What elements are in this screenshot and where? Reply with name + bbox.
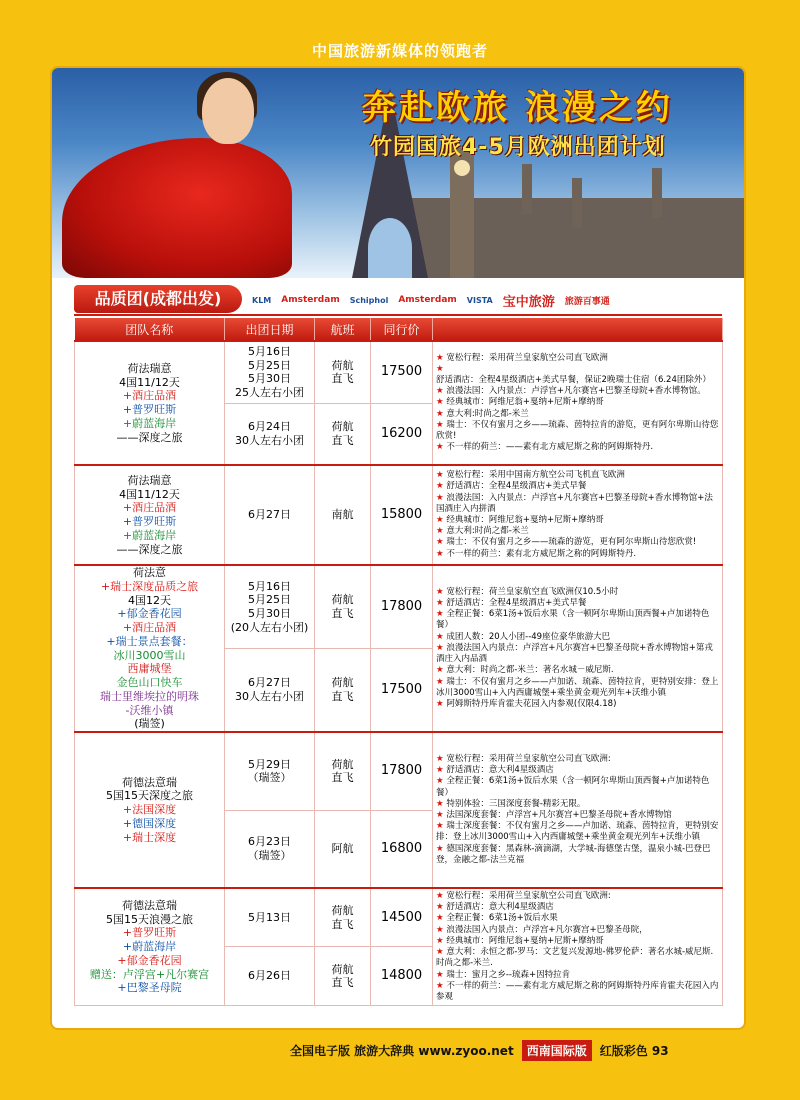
itinerary-cell — [433, 565, 723, 732]
tour-name-cell — [75, 341, 225, 465]
tour-name-line: 4国11/12天 — [119, 375, 180, 389]
itinerary-line — [436, 409, 719, 420]
tagline: 中国旅游新媒体的领跑者 — [311, 42, 488, 60]
logo-schiphol: Schiphol — [349, 295, 389, 305]
section-title: 品质团(成都出发) — [74, 285, 242, 313]
tour-name-line: +瑞士景点套餐： — [106, 634, 193, 648]
footer-badge: 西南国际版 — [522, 1040, 592, 1061]
itinerary-line — [436, 947, 719, 969]
itinerary-line — [436, 699, 719, 710]
itinerary-text: 不一样的荷兰：——素有北方威尼斯之称的阿姆斯特丹库肯霍夫花园入内参观 — [436, 980, 719, 1002]
itinerary-text: 经典城市：阿维尼翁+戛纳+尼斯+摩纳哥 — [446, 515, 604, 525]
itinerary-text: 阿姆斯特丹库肯霍夫花园入内参观(仅限4.18) — [446, 698, 617, 709]
star-icon: ★ — [436, 363, 444, 374]
itinerary-text: 全程正餐：6菜1汤+饭后水果（含一顿阿尔卑斯山顶西餐+卢加诺特色餐） — [436, 609, 710, 631]
woman-head-image — [202, 78, 254, 144]
flight-cell: 荷航 直飞 — [315, 947, 371, 1006]
logo-amsterdam-2: Amsterdam — [398, 295, 457, 305]
itinerary-line — [436, 810, 719, 821]
itinerary-text: 意大利:时尚之都-米兰 — [446, 526, 529, 537]
itinerary-text: 意大利:时尚之都-米兰 — [446, 408, 529, 419]
date-cell: 6月26日 — [225, 947, 315, 1006]
star-icon: ★ — [436, 631, 447, 642]
itinerary-line — [436, 587, 719, 598]
star-icon: ★ — [436, 698, 447, 709]
star-icon: ★ — [436, 776, 447, 787]
star-icon: ★ — [436, 586, 447, 597]
price-cell: 16800 — [371, 810, 433, 888]
spire-image — [572, 178, 582, 228]
header-desc — [433, 318, 723, 341]
itinerary-line — [436, 397, 719, 408]
flight-cell: 阿航 — [315, 810, 371, 888]
itinerary-line — [436, 632, 719, 643]
star-icon: ★ — [436, 470, 447, 481]
itinerary-text: 舒适酒店：全程4星级酒店+美式早餐 — [446, 481, 587, 492]
tour-name-line: ——深度之旅 — [116, 430, 183, 444]
itinerary-text: 瑞士：不仅有蜜月之乡——琉森、茵特拉肯的游览，更有阿尔卑斯山待您欣赏! — [436, 419, 719, 442]
footer-right: 红版彩色 93 — [599, 1043, 669, 1058]
itinerary-text: 浪漫法国入内景点：卢浮宫+凡尔赛宫+巴黎圣母院， — [446, 924, 648, 935]
star-icon: ★ — [436, 935, 447, 946]
tour-name-line: 5国15天深度之旅 — [106, 789, 193, 803]
itinerary-line — [436, 891, 719, 902]
clock-face-image — [454, 160, 470, 176]
itinerary-line — [436, 665, 719, 676]
star-icon: ★ — [436, 352, 447, 363]
tour-name-line: +瑞士深度品质之旅 — [100, 579, 199, 593]
star-icon: ★ — [436, 492, 447, 503]
price-cell: 15800 — [371, 465, 433, 565]
itinerary-line — [436, 925, 719, 936]
itinerary-text: 瑞士：不仅有蜜月之乡——琉森的游览，更有阿尔卑斯山待您欣赏! — [446, 537, 697, 548]
tour-name-line: 4国11/12天 — [119, 487, 180, 501]
header-date: 出团日期 — [225, 318, 315, 341]
itinerary-line — [436, 844, 719, 866]
star-icon: ★ — [436, 924, 447, 935]
flight-cell: 荷航 直飞 — [315, 341, 371, 403]
table-row — [75, 888, 723, 947]
itinerary-text: 浪漫法国：入内景点：卢浮宫+凡尔赛宫+巴黎圣母院+香水博物馆+法国酒庄入内拼酒 — [436, 492, 713, 514]
star-icon: ★ — [436, 515, 447, 525]
itinerary-text: 全程正餐：6菜1汤+饭后水果 — [446, 913, 558, 924]
star-icon: ★ — [436, 980, 447, 991]
itinerary-text: 意大利：时尚之都-米兰：著名水城－威尼斯. — [446, 665, 614, 676]
itinerary-line — [436, 493, 719, 515]
itinerary-line — [436, 902, 719, 913]
tour-name-line: +酒庄品酒 — [122, 501, 177, 515]
date-cell: 6月27日 — [225, 465, 315, 565]
star-icon: ★ — [436, 408, 447, 419]
tour-name-line: +蔚蓝海岸 — [122, 416, 177, 430]
itinerary-line — [436, 970, 719, 981]
tour-name-line: +普罗旺斯 — [122, 403, 177, 416]
footer-left: 全国电子版 旅游大辞典 www.zyoo.net — [290, 1043, 514, 1058]
itinerary-line — [436, 353, 719, 364]
tour-name-line: +蔚蓝海岸 — [122, 528, 177, 542]
star-icon: ★ — [436, 537, 447, 548]
tour-name-line: -沃维小镇 — [125, 703, 174, 717]
date-cell: 5月16日 5月25日 5月30日 (20人左右小团) — [225, 565, 315, 649]
woman-dress-image — [62, 138, 292, 278]
tour-name-line: ——深度之旅 — [116, 542, 183, 556]
tour-name-cell — [75, 888, 225, 1006]
itinerary-line — [436, 481, 719, 492]
flight-cell: 荷航 直飞 — [315, 649, 371, 733]
banner-title: 奔赴欧旅 浪漫之约 — [362, 88, 673, 128]
itinerary-text: 瑞士深度套餐：不仅有蜜月之乡——卢加诺、琉森、茵特拉肯，更特别安排：登上冰川3000雪山+入内西庸城堡+乘坐黄金观光列车+沃维小镇 — [436, 821, 719, 843]
itinerary-cell — [433, 888, 723, 1006]
tour-name-line: 荷德法意瑞 — [122, 898, 177, 912]
itinerary-line — [436, 936, 719, 947]
itinerary-line — [436, 386, 719, 397]
tour-name-line: +蔚蓝海岸 — [122, 940, 177, 954]
itinerary-line — [436, 643, 719, 665]
table-row — [75, 341, 723, 403]
star-icon: ★ — [436, 397, 447, 408]
star-icon: ★ — [436, 821, 447, 832]
poster-frame — [52, 68, 744, 1028]
itinerary-text: 德国深度套餐：黑森林-滴滴湖，大学城-海德堡古堡，温泉小城-巴登巴登，金融之都-法兰克福 — [436, 843, 711, 865]
star-icon: ★ — [436, 947, 447, 958]
star-icon: ★ — [436, 676, 447, 687]
itinerary-text: 舒适酒店：全程4星级酒店+美式早餐，保证2晚瑞士住宿（6.24团除外） — [436, 374, 711, 385]
itinerary-text: 舒适酒店：全程4星级酒店+美式早餐 — [446, 598, 587, 609]
itinerary-cell — [433, 465, 723, 565]
flight-cell: 荷航 直飞 — [315, 888, 371, 947]
tour-name-line: +郁金香花园 — [117, 607, 182, 621]
itinerary-text: 舒适酒店：意大利4星级酒店 — [446, 765, 554, 776]
tour-table — [74, 318, 723, 1006]
itinerary-line — [436, 981, 719, 1003]
itinerary-text: 全程正餐：6菜1汤+饭后水果（含一顿阿尔卑斯山顶西餐+卢加诺特色餐） — [436, 776, 710, 798]
tour-name-line: 金色山口快车 — [116, 676, 183, 689]
price-cell: 17800 — [371, 732, 433, 810]
price-cell: 14500 — [371, 888, 433, 947]
logo-amsterdam: Amsterdam — [281, 295, 340, 305]
itinerary-cell — [433, 732, 723, 888]
star-icon: ★ — [436, 810, 447, 820]
logo-baozhong: 宝中旅游 — [502, 294, 555, 310]
date-cell: 5月16日 5月25日 5月30日 25人左右小团 — [225, 341, 315, 403]
table-row — [75, 565, 723, 649]
table-header-row — [75, 318, 723, 341]
star-icon: ★ — [436, 419, 447, 430]
tour-name-line: +德国深度 — [122, 816, 177, 830]
itinerary-text: 宽松行程：采用荷兰皇家航空公司直飞欧洲 — [446, 352, 608, 363]
itinerary-line — [436, 442, 719, 453]
tour-name-line: +普罗旺斯 — [122, 926, 177, 940]
star-icon: ★ — [436, 442, 447, 453]
date-cell: 6月27日 30人左右小团 — [225, 649, 315, 733]
tour-name-line: 冰川3000雪山 — [113, 648, 186, 662]
table-row — [75, 465, 723, 565]
itinerary-text: 瑞士：不仅有蜜月之乡——卢加诺、琉森、茵特拉肯，更特别安排：登上冰川3000雪山+入内西庸城堡+乘坐黄金观光列车+沃维小镇 — [436, 676, 719, 698]
itinerary-text: 经典城市：阿维尼翁+戛纳+尼斯+摩纳哥 — [446, 397, 604, 408]
star-icon: ★ — [436, 526, 447, 537]
itinerary-line — [436, 821, 719, 843]
price-cell: 17500 — [371, 341, 433, 403]
tour-name-line: +郁金香花园 — [117, 953, 182, 967]
star-icon: ★ — [436, 386, 447, 397]
star-icon: ★ — [436, 969, 447, 980]
itinerary-text: 特别体验：三国深度套餐-精彩无限。 — [446, 798, 586, 809]
star-icon: ★ — [436, 765, 447, 776]
itinerary-line — [436, 776, 719, 798]
header-tour-name: 团队名称 — [75, 318, 225, 341]
star-icon: ★ — [436, 902, 447, 913]
itinerary-text: 不一样的荷兰：——素有北方威尼斯之称的阿姆斯特丹. — [446, 442, 654, 453]
logo-klm: KLM — [252, 295, 272, 305]
star-icon: ★ — [436, 913, 447, 924]
header-flight: 航班 — [315, 318, 371, 341]
logo-travel-baishitong: 旅游百事通 — [564, 296, 610, 307]
tour-name-line: 西庸城堡 — [127, 662, 172, 676]
tour-name-line: 荷法瑞意 — [127, 361, 172, 375]
itinerary-text: 宽松行程：采用中国南方航空公司飞机直飞欧洲 — [446, 470, 625, 481]
tour-name-line: 5国15天浪漫之旅 — [106, 912, 193, 926]
logo-vista: VISTA — [466, 295, 493, 305]
date-cell: 6月23日 （瑞签） — [225, 810, 315, 888]
itinerary-text: 瑞士：蜜月之乡--琉森+因特拉肯 — [446, 969, 571, 980]
itinerary-line — [436, 526, 719, 537]
itinerary-text: 舒适酒店：意大利4星级酒店 — [446, 902, 554, 913]
section-divider — [74, 314, 722, 316]
date-cell: 6月24日 30人左右小团 — [225, 403, 315, 465]
eiffel-arch-image — [368, 218, 412, 278]
itinerary-line — [436, 537, 719, 548]
tour-name-line: (瑞签) — [134, 717, 165, 731]
itinerary-text: 浪漫法国入内景点：卢浮宫+凡尔赛宫+巴黎圣母院+香水博物馆+第戎酒庄入内品酒 — [436, 642, 713, 665]
itinerary-line — [436, 609, 719, 631]
star-icon: ★ — [436, 891, 447, 901]
flight-cell: 荷航 直飞 — [315, 732, 371, 810]
itinerary-text: 意大利：永恒之都-罗马：文艺复兴发源地-佛罗伦萨：著名水城-威尼斯.时尚之都-米兰. — [436, 947, 714, 969]
tour-name-line: +普罗旺斯 — [122, 515, 177, 528]
itinerary-line — [436, 364, 719, 386]
price-cell: 16200 — [371, 403, 433, 465]
price-cell: 14800 — [371, 947, 433, 1006]
spire-image — [652, 168, 662, 218]
footer — [290, 1038, 750, 1062]
spire-image — [522, 164, 532, 214]
star-icon: ★ — [436, 753, 447, 764]
tour-name-line: 4国12天 — [128, 593, 171, 607]
itinerary-text: 宽松行程：采用荷兰皇家航空公司直飞欧洲: — [446, 891, 611, 901]
tour-name-line: 荷法瑞意 — [127, 473, 172, 487]
itinerary-cell — [433, 341, 723, 465]
date-cell: 5月13日 — [225, 888, 315, 947]
tour-name-line: 赠送：卢浮宫+凡尔赛宫 — [89, 967, 210, 981]
flight-cell: 荷航 直飞 — [315, 565, 371, 649]
price-cell: 17500 — [371, 649, 433, 733]
itinerary-line — [436, 420, 719, 442]
tour-name-line: +瑞士深度 — [122, 830, 177, 844]
flight-cell: 荷航 直飞 — [315, 403, 371, 465]
star-icon: ★ — [436, 843, 447, 854]
star-icon: ★ — [436, 481, 447, 492]
itinerary-line — [436, 799, 719, 810]
tour-name-line: +法国深度 — [122, 803, 177, 817]
tour-name-line: +巴黎圣母院 — [117, 981, 182, 995]
itinerary-text: 成团人数：20人小团--49座位豪华旅游大巴 — [446, 631, 611, 642]
itinerary-line — [436, 677, 719, 699]
itinerary-line — [436, 913, 719, 924]
date-cell: 5月29日 （瑞签） — [225, 732, 315, 810]
star-icon: ★ — [436, 642, 447, 653]
itinerary-text: 不一样的荷兰：素有北方威尼斯之称的阿姆斯特丹. — [446, 548, 637, 559]
tour-name-line: +酒庄品酒 — [122, 389, 177, 403]
table-row — [75, 732, 723, 810]
itinerary-line — [436, 515, 719, 526]
itinerary-text: 浪漫法国：入内景点：卢浮宫+凡尔赛宫+巴黎圣母院+香水博物馆。 — [446, 386, 706, 397]
itinerary-line — [436, 470, 719, 481]
itinerary-text: 经典城市：阿维尼翁+戛纳+尼斯+摩纳哥 — [446, 935, 604, 946]
itinerary-line — [436, 754, 719, 765]
itinerary-text: 宽松行程：荷兰皇家航空直飞欧洲仅10.5小时 — [446, 586, 619, 597]
star-icon: ★ — [436, 798, 447, 809]
tour-name-line: +酒庄品酒 — [122, 621, 177, 634]
tour-name-cell — [75, 732, 225, 888]
price-cell: 17800 — [371, 565, 433, 649]
banner — [52, 68, 744, 278]
tour-name-line: 瑞士里维埃拉的明珠 — [100, 689, 199, 703]
tour-name-cell — [75, 465, 225, 565]
header-price: 同行价 — [371, 318, 433, 341]
tour-name-line: 荷德法意瑞 — [122, 775, 177, 789]
itinerary-line — [436, 598, 719, 609]
partner-logos — [252, 284, 722, 316]
itinerary-line — [436, 765, 719, 776]
itinerary-text: 宽松行程：采用荷兰皇家航空公司直飞欧洲: — [446, 753, 611, 764]
itinerary-line — [436, 549, 719, 560]
itinerary-text: 法国深度套餐：卢浮宫+凡尔赛宫+巴黎圣母院+香水博物馆 — [446, 810, 672, 820]
tour-name-cell — [75, 565, 225, 732]
star-icon: ★ — [436, 548, 447, 559]
star-icon: ★ — [436, 598, 447, 609]
star-icon: ★ — [436, 609, 447, 620]
banner-subtitle: 竹园国旅4-5月欧洲出团计划 — [370, 135, 666, 160]
star-icon: ★ — [436, 665, 447, 676]
flight-cell: 南航 — [315, 465, 371, 565]
tour-name-line: 荷法意 — [133, 566, 166, 579]
